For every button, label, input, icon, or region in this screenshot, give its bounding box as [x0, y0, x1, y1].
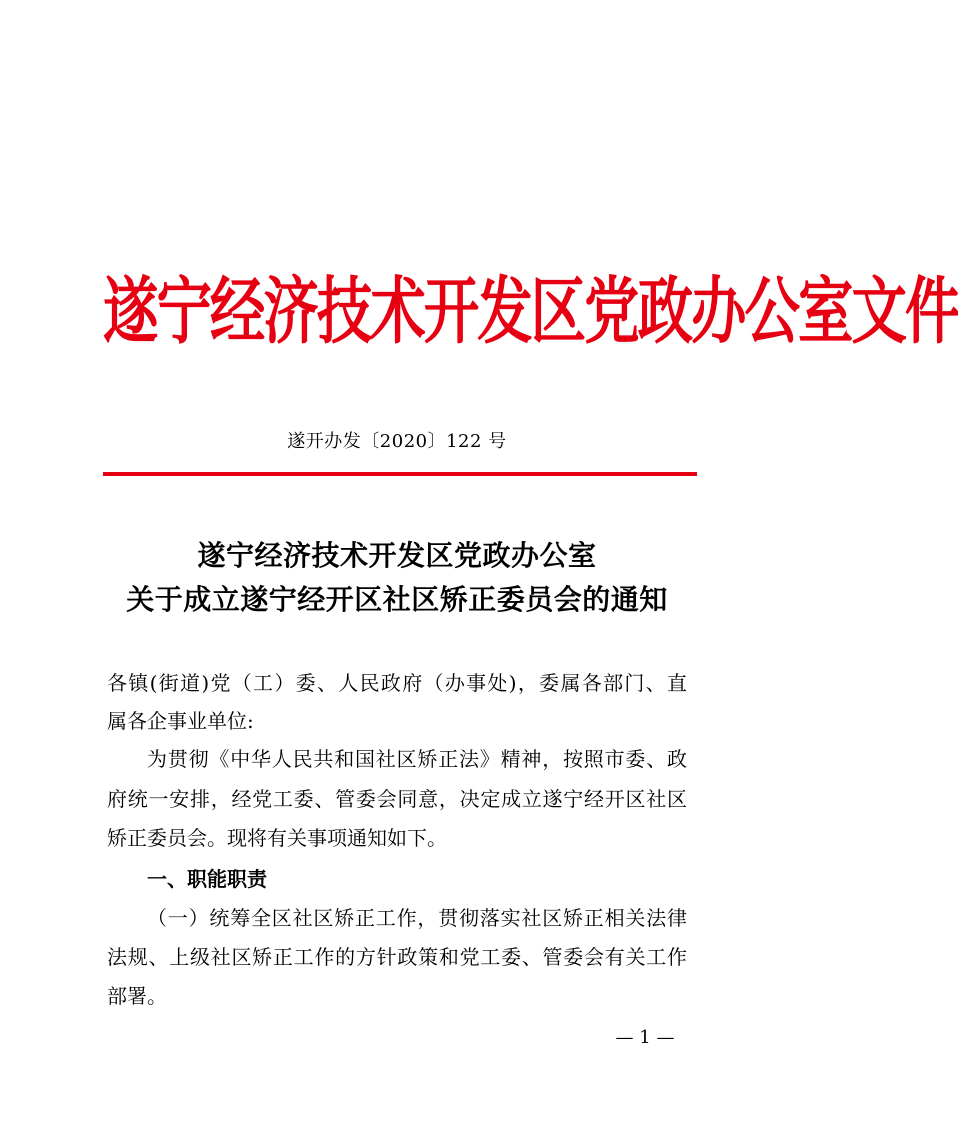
duty-item-1-line-2: 法规、上级社区矫正工作的方针政策和党工委、管委会有关工作 [107, 945, 687, 969]
notice-title-line-2: 关于成立遂宁经开区社区矫正委员会的通知 [126, 583, 668, 616]
document-number: 遂开办发〔2020〕122 号 [287, 431, 507, 452]
addressee-line-1: 各镇(街道)党（工）委、人民政府（办事处)，委属各部门、直 [107, 671, 687, 695]
red-divider-line [103, 472, 697, 476]
addressee-line-2: 属各企事业单位: [107, 709, 254, 733]
duty-item-1-line-1: （一）统筹全区社区矫正工作，贯彻落实社区矫正相关法律 [147, 906, 687, 930]
document-masthead: 遂宁经济技术开发区党政办公室文件 [103, 270, 958, 355]
intro-line-1: 为贯彻《中华人民共和国社区矫正法》精神，按照市委、政 [147, 747, 687, 771]
duty-item-1-line-3: 部署。 [107, 984, 167, 1008]
intro-line-3: 矫正委员会。现将有关事项通知如下。 [107, 826, 447, 850]
notice-title-line-1: 遂宁经济技术开发区党政办公室 [197, 539, 597, 572]
section-heading-duties: 一、职能职责 [147, 867, 267, 891]
page-number: — 1 — [615, 1027, 675, 1048]
intro-line-2: 府统一安排，经党工委、管委会同意，决定成立遂宁经开区社区 [107, 787, 687, 811]
